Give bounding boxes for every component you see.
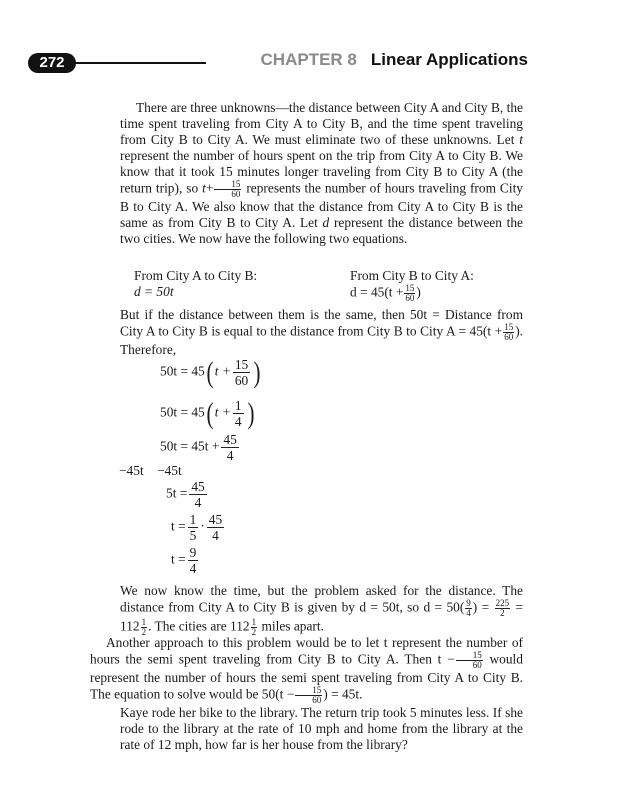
- left-equation-title: From City A to City B:: [134, 268, 258, 283]
- equation-step-7: t = $\frac{9}{4}$: [171, 545, 197, 576]
- paragraph-another-approach: Another approach to this problem would be to let t represent the number of hours the semi spent traveling from City B to City A. Then t − $\frac{15}{60}$ would represent the number of hours the semi spent traveling from City A to City B. The equation to solve would be 50(t − $\frac{15}{60}$ ) = 45t.: [90, 635, 523, 705]
- chapter-number: CHAPTER 8: [260, 50, 357, 69]
- right-equation: d = 45(t + $\frac{15}{60}$ ): [350, 283, 421, 303]
- equation-step-6: t = $\frac{1}{5}$ · $\frac{45}{4}$: [171, 512, 223, 543]
- chapter-title: Linear Applications: [370, 50, 528, 69]
- equation-step-4: −45t −45t: [119, 463, 182, 478]
- paragraph-distance-result: We now know the time, but the problem asked for the distance. The distance from City A to City B is given by d = 50t, so d = 50( $\frac{9}{4}$ ) = $\frac{225}{2}$ = 112 $\frac{1}{2}$ . The cities are 112 $\frac{1}{2}$ miles apart.: [120, 583, 523, 637]
- equation-step-2: 50t = 45( t + $\frac{1}{4}$ ): [160, 396, 255, 430]
- header-rule: [74, 62, 206, 64]
- equation-step-1: 50t = 45( t + $\frac{15}{60}$ ): [160, 355, 261, 389]
- page-header: [28, 50, 528, 76]
- right-equation-title: From City B to City A:: [350, 268, 474, 283]
- paragraph-intro: There are three unknowns—the distance between City A and City B, the time spent traveling from City A to City B, and the time spent traveling from City B to City A. We must eliminate two of these unknowns. Let t represent the number of hours spent on the trip from City A to City B. We know that it took 15 minutes longer traveling from City B to City A (the return trip), so t+ $\frac{15}{60}$ represents the number of hours traveling from City B to City A. We also know that the distance from City A to City B is the same as from City B to City A. Let d represent the distance between the two cities. We now have the following two equations.: [120, 100, 523, 246]
- equation-step-5: 5t = $\frac{45}{4}$: [166, 479, 205, 510]
- equation-step-3: 50t = 45t + $\frac{45}{4}$: [160, 432, 237, 463]
- paragraph-distance-same: But if the distance between them is the same, then 50t = Distance from City A to City B is equal to the distance from City B to City A = 45(t + $\frac{15}{60}$ ). Therefore,: [120, 307, 523, 357]
- left-equation: d = 50t: [134, 284, 174, 299]
- page-number: 272: [28, 53, 76, 73]
- practice-problem: Kaye rode her bike to the library. The return trip took 5 minutes less. If she rode to the library at the rate of 10 mph and home from the library at the rate of 12 mph, how far is her house from the library?: [120, 705, 523, 752]
- chapter-heading: [261, 50, 528, 70]
